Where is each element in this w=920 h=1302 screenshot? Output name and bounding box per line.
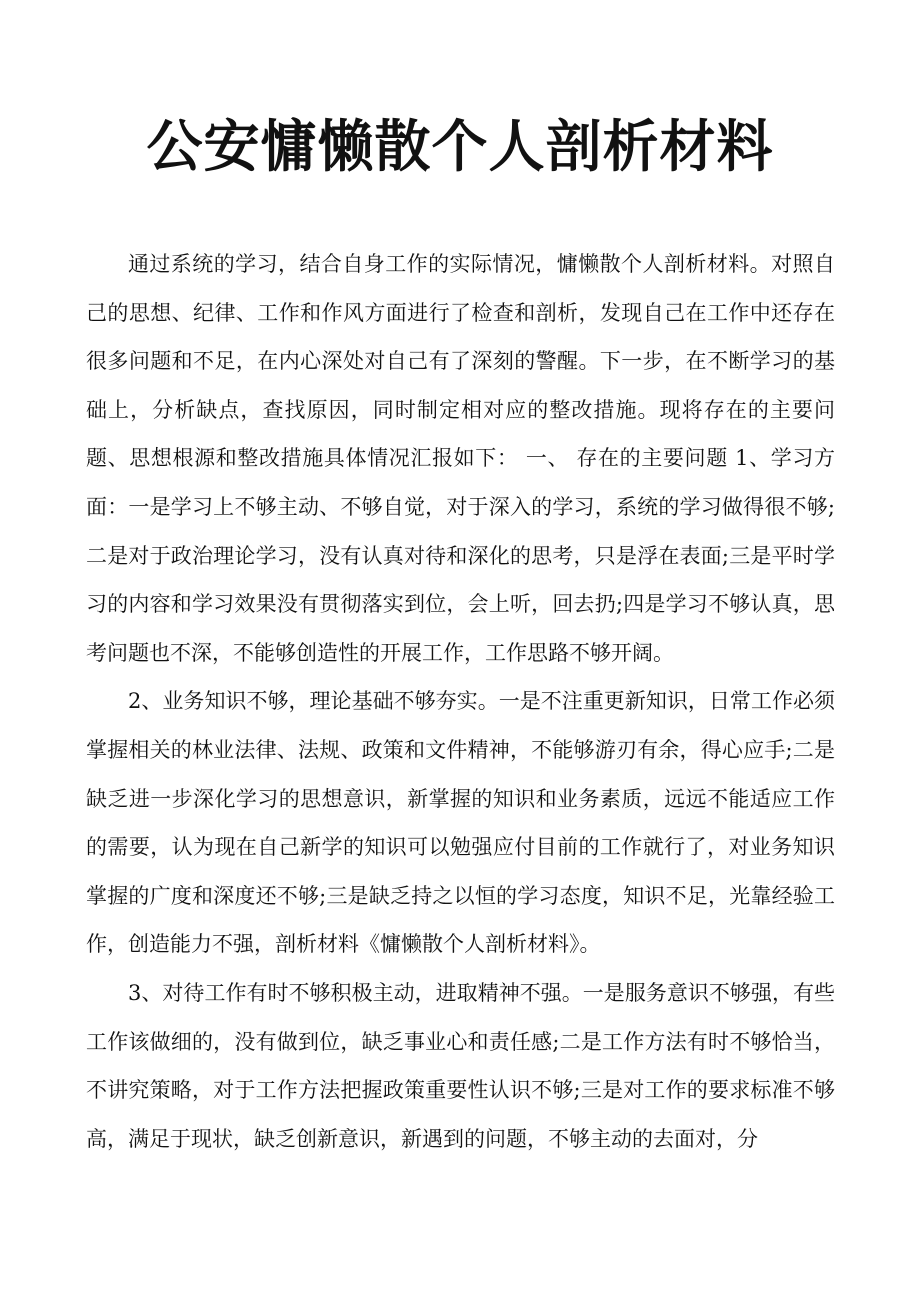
paragraph-intro: 通过系统的学习，结合自身工作的实际情况，慵懒散个人剖析材料。对照自己的思想、纪律、工作和作风方面进行了检查和剖析，发现自己在工作中还存在很多问题和不足，在内心深处对自己有了深刻的警醒。下一步，在不断学习的基础上，分析缺点，查找原因，同时制定相对应的整改措施。现将存在的主要问题、思想根源和整改措施具体情况汇报如下： 一、 存在的主要问题 1、学习方面：一是学习上不够主动、不够自觉，对于深入的学习，系统的学习做得很不够;二是对于政治理论学习，没有认真对待和深化的思考，只是浮在表面;三是平时学习的内容和学习效果没有贯彻落实到位，会上听，回去扔;四是学习不够认真，思考问题也不深，不能够创造性的开展工作，工作思路不够开阔。: [86, 252, 835, 665]
paragraph-work-attitude: 3、对待工作有时不够积极主动，进取精神不强。一是服务意识不够强，有些工作该做细的，没有做到位，缺乏事业心和责任感;二是工作方法有时不够恰当，不讲究策略，对于工作方法把握政策重要性认识不够;三是对工作的要求标准不够高，满足于现状，缺乏创新意识，新遇到的问题，不够主动的去面对，分: [86, 980, 835, 1151]
document-body: [86, 240, 835, 1163]
paragraph-business-knowledge: 2、业务知识不够，理论基础不够夯实。一是不注重更新知识，日常工作必须掌握相关的林业法律、法规、政策和文件精神，不能够游刃有余，得心应手;二是缺乏进一步深化学习的思想意识，新掌握的知识和业务素质，远远不能适应工作的需要，认为现在自己新学的知识可以勉强应付目前的工作就行了，对业务知识掌握的广度和深度还不够;三是缺乏持之以恒的学习态度，知识不足，光靠经验工作，创造能力不强，剖析材料《慵懒散个人剖析材料》。: [86, 689, 835, 957]
document-title: 公安慵懒散个人剖析材料: [146, 115, 774, 180]
